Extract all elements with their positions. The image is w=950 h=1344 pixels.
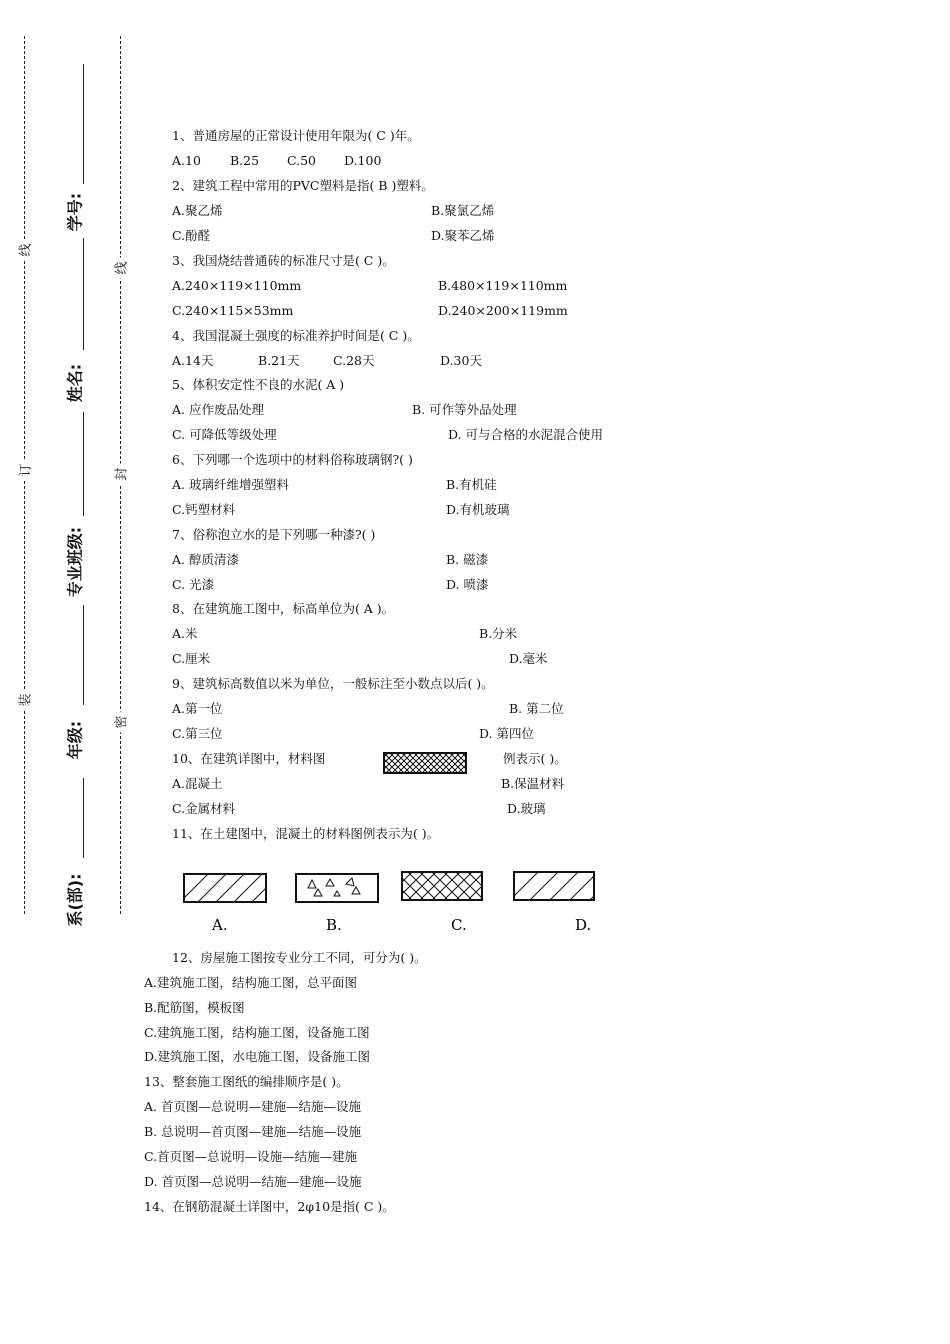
q1-option-d: D.100 (344, 153, 382, 168)
q8-option-a: A.米 (172, 626, 198, 641)
q5-option-b: B. 可作等外品处理 (412, 402, 517, 417)
q11-option-a-symbol (180, 874, 280, 902)
q6-option-c: C.钙塑材料 (172, 502, 236, 517)
q9-stem: 9、建筑标高数值以米为单位，一般标注至小数点以后( )。 (172, 676, 494, 691)
q5-option-a: A. 应作废品处理 (172, 402, 264, 417)
q13-option-b: B. 总说明—首页图—建施—结施—设施 (144, 1124, 362, 1139)
outer-label-xian: 线 (15, 239, 34, 260)
q9-option-b: B. 第二位 (509, 701, 564, 716)
q5-option-c: C. 可降低等级处理 (172, 427, 277, 442)
q11-option-c-symbol (402, 872, 482, 900)
q13-option-c: C.首页图—总说明—设施—结施—建施 (144, 1149, 358, 1164)
department-line[interactable] (83, 778, 84, 858)
q11-label-d: D. (575, 916, 592, 934)
q14-stem: 14、在钢筋混凝土详图中，2φ10是指( C )。 (144, 1199, 395, 1214)
q4-option-c: C.28天 (333, 353, 375, 368)
student-id-label: 学号: (65, 192, 85, 232)
q3-option-d: D.240×200×119mm (438, 303, 568, 318)
department-label: 系(部): (65, 873, 85, 927)
inner-label-mi: 密 (111, 711, 130, 732)
q2-option-c: C.酚醛 (172, 228, 211, 243)
q1-option-a: A.10 (172, 153, 201, 168)
major-class-label: 专业班级: (65, 526, 85, 598)
inner-label-xian: 线 (111, 257, 130, 278)
q11-figure (170, 862, 610, 942)
q13-stem: 13、整套施工图纸的编排顺序是( )。 (144, 1074, 349, 1089)
q1-stem: 1、普通房屋的正常设计使用年限为( C )年。 (172, 128, 420, 143)
q9-option-d: D. 第四位 (479, 726, 535, 741)
q2-option-a: A.聚乙烯 (172, 203, 223, 218)
q2-option-d: D.聚苯乙烯 (431, 228, 495, 243)
outer-label-ding: 订 (15, 459, 34, 480)
q7-option-d: D. 喷漆 (446, 577, 489, 592)
grade-label: 年级: (65, 720, 85, 760)
q10-option-a: A.混凝土 (172, 776, 223, 791)
q3-option-c: C.240×115×53mm (172, 303, 294, 318)
q10-option-c: C.金属材料 (172, 801, 236, 816)
q5-option-d: D. 可与合格的水泥混合使用 (448, 427, 604, 442)
q4-option-b: B.21天 (258, 353, 300, 368)
q7-stem: 7、俗称泡立水的是下列哪一种漆?( ) (172, 527, 376, 542)
q10-option-b: B.保温材料 (501, 776, 565, 791)
q10-option-d: D.玻璃 (507, 801, 546, 816)
q9-option-c: C.第三位 (172, 726, 223, 741)
q7-option-b: B. 磁漆 (446, 552, 489, 567)
q10-material-symbol (383, 752, 467, 774)
q8-option-c: C.厘米 (172, 651, 211, 666)
q12-option-d: D.建筑施工图，水电施工图，设备施工图 (144, 1049, 371, 1064)
q2-option-b: B.聚氯乙烯 (431, 203, 495, 218)
q10-stem-end: 例表示( )。 (503, 751, 567, 766)
q11-label-b: B. (326, 916, 342, 934)
student-id-line[interactable] (83, 64, 84, 184)
q6-option-a: A. 玻璃纤维增强塑料 (172, 477, 289, 492)
q11-stem: 11、在土建图中，混凝土的材料图例表示为( )。 (172, 826, 440, 841)
grade-line[interactable] (83, 605, 84, 705)
q4-stem: 4、我国混凝土强度的标准养护时间是( C )。 (172, 328, 420, 343)
q6-option-b: B.有机硅 (446, 477, 497, 492)
q11-label-a: A. (212, 916, 228, 934)
name-line[interactable] (83, 238, 84, 350)
q11-option-b-symbol (296, 874, 378, 902)
q8-option-d: D.毫米 (509, 651, 548, 666)
q12-stem: 12、房屋施工图按专业分工不同，可分为( )。 (172, 950, 427, 965)
q3-option-a: A.240×119×110mm (172, 278, 302, 293)
q11-option-d-symbol (510, 872, 610, 900)
q4-option-d: D.30天 (440, 353, 482, 368)
q10-stem-start: 10、在建筑详图中，材料图 (172, 751, 326, 766)
q1-option-b: B.25 (230, 153, 260, 168)
q12-option-b: B.配筋图，模板图 (144, 1000, 245, 1015)
q12-option-a: A.建筑施工图，结构施工图，总平面图 (144, 975, 358, 990)
inner-label-feng: 封 (111, 463, 130, 484)
q12-option-c: C.建筑施工图，结构施工图，设备施工图 (144, 1025, 370, 1040)
class-line[interactable] (83, 412, 84, 516)
q13-option-a: A. 首页图—总说明—建施—结施—设施 (144, 1099, 361, 1114)
q9-option-a: A.第一位 (172, 701, 223, 716)
q5-stem: 5、体积安定性不良的水泥( A ) (172, 377, 345, 392)
name-label: 姓名: (65, 363, 85, 403)
q8-stem: 8、在建筑施工图中，标高单位为( A )。 (172, 601, 395, 616)
q6-stem: 6、下列哪一个选项中的材料俗称玻璃钢?( ) (172, 452, 413, 467)
q4-option-a: A.14天 (172, 353, 214, 368)
q1-option-c: C.50 (287, 153, 316, 168)
q2-stem: 2、建筑工程中常用的PVC塑料是指( B )塑料。 (172, 178, 434, 193)
q3-stem: 3、我国烧结普通砖的标准尺寸是( C )。 (172, 253, 395, 268)
q3-option-b: B.480×119×110mm (438, 278, 568, 293)
q11-label-c: C. (451, 916, 467, 934)
q7-option-c: C. 光漆 (172, 577, 215, 592)
q8-option-b: B.分米 (479, 626, 518, 641)
outer-label-zhuang: 装 (15, 689, 34, 710)
q6-option-d: D.有机玻璃 (446, 502, 510, 517)
q7-option-a: A. 醇质清漆 (172, 552, 239, 567)
q13-option-d: D. 首页图—总说明—结施—建施—设施 (144, 1174, 362, 1189)
